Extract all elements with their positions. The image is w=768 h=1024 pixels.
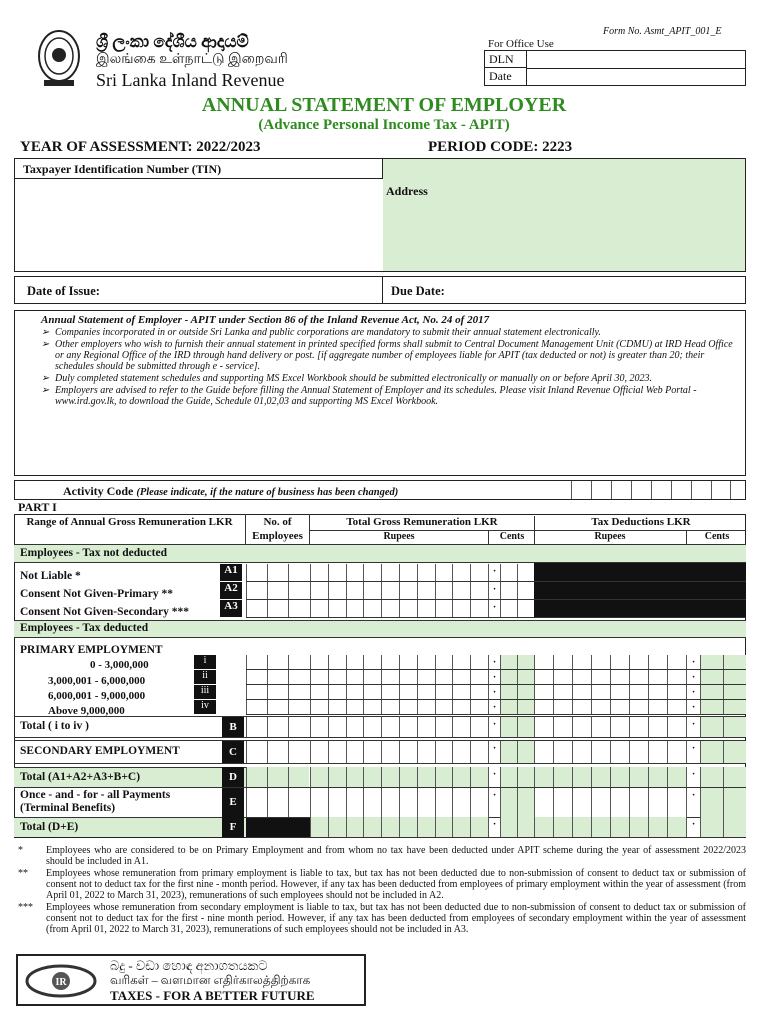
gross-cents-input[interactable]: · bbox=[488, 582, 534, 599]
year-of-assessment bbox=[20, 139, 260, 156]
gross-rupees-input[interactable] bbox=[310, 564, 488, 581]
total-b-label: Total ( i to iv ) bbox=[20, 720, 89, 732]
primary-employment-heading: PRIMARY EMPLOYMENT bbox=[20, 644, 163, 656]
footnote-text: Employees whose remuneration from primary employment is liable to tax, but tax has not been deducted due to non-submission of consent to deduct tax or submission of consent not to deduct tax for the first nine - month period. However, if any tax has been deducted from employees of primary employment within the year of assessment (from April 01, 2022 to March 31, 2023), remunerations of such employees should not be included in A2. bbox=[46, 868, 746, 901]
footnote bbox=[18, 845, 746, 867]
employees-blocked-f bbox=[246, 817, 310, 837]
once-off-label: Once - and - for - all Payments (Terminal Benefits) bbox=[20, 789, 171, 814]
secondary-label: SECONDARY EMPLOYMENT bbox=[20, 745, 180, 757]
gross-cents-header: Cents bbox=[488, 531, 535, 544]
footnote-mark: * bbox=[18, 845, 23, 856]
row-total-f bbox=[14, 817, 246, 837]
tax-cents-header: Cents bbox=[686, 531, 747, 544]
slogan-tamil: வரிகள் – வளமான எதிர்காலத்திற்காக bbox=[110, 973, 311, 987]
gross-rupees-input[interactable] bbox=[310, 670, 488, 684]
tax-cents-input[interactable]: · bbox=[686, 700, 746, 714]
footnote bbox=[18, 868, 746, 901]
section-not-deducted-label: Employees - Tax not deducted bbox=[20, 547, 167, 559]
gross-cents-input[interactable]: · bbox=[488, 700, 534, 714]
tax-cents-input[interactable]: · bbox=[686, 767, 746, 787]
footnotes bbox=[18, 845, 746, 935]
row-label-a3: Consent Not Given-Secondary *** bbox=[20, 606, 189, 618]
gross-cents-input[interactable]: · bbox=[488, 564, 534, 581]
roman-iv: iv bbox=[194, 700, 216, 714]
instructions-box bbox=[14, 310, 746, 476]
office-use-box bbox=[484, 50, 746, 86]
tin-label: Taxpayer Identification Number (TIN) bbox=[15, 159, 383, 179]
code-a2: A2 bbox=[220, 582, 242, 599]
total-f-label: Total (D+E) bbox=[20, 821, 79, 833]
tax-rupees-input[interactable] bbox=[534, 717, 686, 737]
code-a1: A1 bbox=[220, 564, 242, 581]
roman-i: i bbox=[194, 655, 216, 669]
activity-code-label bbox=[63, 484, 398, 499]
slogan-english: TAXES - FOR A BETTER FUTURE bbox=[110, 988, 315, 1003]
instruction-text: Companies incorporated in or outside Sri Lanka and public corporations are mandatory to submit their annual statement electronically. bbox=[55, 327, 601, 338]
tax-cents-input[interactable]: · bbox=[686, 817, 746, 837]
instruction-item: ➢ Other employers who wish to furnish their annual statement in printed specified forms shall submit to Central Document Management Unit (CDMU) at IRD Head Office or any Regional Office of the IRD through hand delivery or post. [if aggregate number of employees liable for APIT (tax deducted or not) is greater than 20; their schedules should be submitted through e - service]. bbox=[41, 339, 735, 372]
svg-text:IR: IR bbox=[55, 977, 67, 988]
employees-input[interactable] bbox=[246, 670, 309, 684]
tax-rupees-input[interactable] bbox=[534, 788, 686, 817]
instruction-text: Duly completed statement schedules and supporting MS Excel Workbook should be submitted electronically or manually on or before April 30, 2023. bbox=[55, 373, 652, 384]
employees-input[interactable] bbox=[246, 600, 309, 617]
tax-cents-input[interactable]: · bbox=[686, 788, 746, 817]
gross-rupees-header: Rupees bbox=[383, 531, 415, 542]
date-of-issue-label: Date of Issue: bbox=[15, 277, 383, 303]
gross-rupees-input[interactable] bbox=[310, 655, 488, 669]
activity-label: Activity Code bbox=[63, 484, 134, 498]
employees-input[interactable] bbox=[246, 685, 309, 699]
instruction-text: Other employers who wish to furnish their annual statement in printed specified forms shall submit to Central Document Management Unit (CDMU) at IRD Head Office or any Regional Office of the IRD through hand delivery or post. [if aggregate number of employees liable for APIT (tax deducted or not) is greater than 20; their schedules should be submitted through e - service]. bbox=[55, 339, 733, 372]
dln-field[interactable] bbox=[527, 51, 745, 69]
employees-input[interactable] bbox=[246, 741, 309, 763]
gross-rupees-input[interactable] bbox=[310, 700, 488, 714]
form-number: Form No. Asmt_APIT_001_E bbox=[603, 26, 722, 37]
footnote-mark: ** bbox=[18, 868, 28, 879]
col-header-range: Range of Annual Gross Remuneration LKR bbox=[14, 514, 246, 544]
tax-cents-input[interactable]: · bbox=[686, 717, 746, 737]
primary-range-2: 3,000,001 - 6,000,000 bbox=[48, 675, 146, 687]
employees-input[interactable] bbox=[246, 582, 309, 599]
code-e: E bbox=[222, 788, 244, 817]
footnote-text: Employees whose remuneration from secondary employment is liable to tax, but tax has not been deducted due to non-submission of consent to deduct tax or submission of consent not to deduct tax for the first - nine month period. However, if any tax has been deducted from employees of secondary employment within the year of assessment (from April 01, 2022 to March 31, 2023), remunerations of such employees should not be included in A3. bbox=[46, 902, 746, 935]
col-header-employees: No. of Employees bbox=[246, 514, 310, 544]
tax-rupees-input[interactable] bbox=[534, 670, 686, 684]
date-label: Date bbox=[485, 68, 527, 85]
dates-row bbox=[14, 276, 746, 304]
primary-range-3: 6,000,001 - 9,000,000 bbox=[48, 690, 146, 702]
total-d-label: Total (A1+A2+A3+B+C) bbox=[20, 771, 141, 783]
gross-cents-input[interactable]: · bbox=[488, 817, 534, 837]
tamil-title: இலங்கை உள்நாட்டு இறைவரி bbox=[96, 52, 288, 67]
period-value: 2223 bbox=[542, 139, 573, 155]
gross-cents-input[interactable]: · bbox=[488, 788, 534, 817]
activity-code-row bbox=[14, 480, 746, 500]
col-header-gross: Total Gross Remuneration LKR bbox=[346, 516, 498, 528]
gross-cents-input[interactable]: · bbox=[488, 741, 534, 763]
instruction-item: ➢ Duly completed statement schedules and supporting MS Excel Workbook should be submitted electronically or manually on or before April 30, 2023. bbox=[41, 373, 652, 384]
gross-rupees-input[interactable] bbox=[310, 817, 488, 837]
tax-cents-input[interactable]: · bbox=[686, 655, 746, 669]
tax-rupees-input[interactable] bbox=[534, 655, 686, 669]
employees-input[interactable] bbox=[246, 700, 309, 714]
gross-rupees-input[interactable] bbox=[310, 741, 488, 763]
sinhala-title: ශ්‍රී ලංකා දේශීය ආදායම් bbox=[96, 32, 249, 51]
code-b: B bbox=[222, 717, 244, 737]
period-code bbox=[428, 139, 572, 156]
col-header-tax: Tax Deductions LKR bbox=[534, 516, 747, 544]
gross-rupees-input[interactable] bbox=[310, 767, 488, 787]
activity-note: (Please indicate, if the nature of business has been changed) bbox=[136, 487, 399, 498]
tax-blocked-a bbox=[534, 563, 746, 618]
year-value: 2022/2023 bbox=[196, 139, 261, 155]
row-once-off-e bbox=[14, 787, 246, 817]
row-total-d bbox=[14, 767, 246, 787]
gross-rupees-input[interactable] bbox=[310, 582, 488, 599]
instruction-item: ➢ Companies incorporated in or outside Sri Lanka and public corporations are mandatory to submit their annual statement electronically. bbox=[41, 327, 601, 338]
tax-rupees-input[interactable] bbox=[534, 817, 686, 837]
gross-rupees-input[interactable] bbox=[310, 685, 488, 699]
gross-cents-input[interactable]: · bbox=[488, 717, 534, 737]
instruction-item: ➢ Employers are advised to refer to the Guide before filling the Annual Statement of Employer and its schedules. Please visit Inland Revenue Official Web Portal - www.ird.gov.lk, to download the Guide, Schedule 01,02,03 and supporting MS Excel Workbook. bbox=[41, 385, 735, 407]
gross-cents-input[interactable]: · bbox=[488, 670, 534, 684]
employees-input[interactable] bbox=[246, 564, 309, 581]
due-date-label: Due Date: bbox=[391, 284, 445, 298]
row-label-a2: Consent Not Given-Primary ** bbox=[20, 588, 173, 600]
sri-lanka-emblem-icon bbox=[36, 28, 82, 88]
address-input[interactable] bbox=[383, 179, 745, 271]
address-label: Address bbox=[386, 184, 428, 198]
tax-rupees-input[interactable] bbox=[534, 741, 686, 763]
gross-rupees-input[interactable] bbox=[310, 717, 488, 737]
code-d: D bbox=[222, 767, 244, 787]
code-f: F bbox=[222, 817, 244, 837]
primary-range-4: Above 9,000,000 bbox=[48, 705, 125, 717]
employees-input[interactable] bbox=[246, 767, 309, 787]
tax-rupees-input[interactable] bbox=[534, 685, 686, 699]
gross-cents-input[interactable]: · bbox=[488, 685, 534, 699]
row-label-a1: Not Liable * bbox=[20, 570, 81, 582]
section-not-deducted bbox=[14, 544, 746, 563]
code-a3: A3 bbox=[220, 600, 242, 617]
taxpayer-block bbox=[14, 158, 746, 272]
code-c: C bbox=[222, 741, 244, 763]
employees-input[interactable] bbox=[246, 717, 309, 737]
tax-rupees-input[interactable] bbox=[534, 700, 686, 714]
form-title: ANNUAL STATEMENT OF EMPLOYER bbox=[201, 94, 567, 116]
activity-code-input[interactable] bbox=[571, 481, 731, 499]
instructions-heading: Annual Statement of Employer - APIT under Section 86 of the Inland Revenue Act, No. 24 of 2017 bbox=[41, 314, 490, 326]
period-label: PERIOD CODE: bbox=[428, 139, 539, 155]
footnote-mark: *** bbox=[18, 902, 33, 913]
footnote-text: Employees who are considered to be on Primary Employment and from whom no tax have been deducted under APIT scheme during the year of assessment 2022/2023 should be included in A1. bbox=[46, 845, 746, 867]
date-field[interactable] bbox=[527, 68, 745, 85]
tax-cents-input[interactable]: · bbox=[686, 685, 746, 699]
roman-iii: iii bbox=[194, 685, 216, 699]
form-subtitle: (Advance Personal Income Tax - APIT) bbox=[258, 117, 510, 133]
gross-rupees-input[interactable] bbox=[310, 788, 488, 817]
ird-logo-icon bbox=[24, 961, 98, 1001]
dln-label: DLN bbox=[485, 51, 527, 68]
slogan-box bbox=[16, 954, 366, 1006]
gross-cents-input[interactable]: · bbox=[488, 600, 534, 617]
tin-input[interactable] bbox=[383, 159, 745, 180]
instruction-text: Employers are advised to refer to the Guide before filling the Annual Statement of Employer and its schedules. Please visit Inland Revenue Official Web Portal - www.ird.gov.lk, to download the Guide, Schedule 01,02,03 and supporting MS Excel Workbook. bbox=[55, 385, 697, 407]
english-title: Sri Lanka Inland Revenue bbox=[96, 70, 285, 90]
tax-rupees-header: Rupees bbox=[594, 531, 626, 542]
part1-title: PART I bbox=[18, 500, 57, 514]
gross-cents-input[interactable]: · bbox=[488, 655, 534, 669]
slogan-sinhala: බදු - වඩා හොඳ අනාගතයකට bbox=[110, 958, 268, 973]
gross-cents-input[interactable]: · bbox=[488, 767, 534, 787]
gross-rupees-input[interactable] bbox=[310, 600, 488, 617]
primary-range-1: 0 - 3,000,000 bbox=[90, 659, 149, 671]
year-label: YEAR OF ASSESSMENT: bbox=[20, 139, 193, 155]
office-use-label: For Office Use bbox=[488, 38, 554, 50]
section-deducted bbox=[14, 620, 746, 638]
employees-input[interactable] bbox=[246, 655, 309, 669]
section-deducted-label: Employees - Tax deducted bbox=[20, 622, 149, 634]
name-area[interactable] bbox=[15, 179, 384, 271]
tax-cents-input[interactable]: · bbox=[686, 741, 746, 763]
employees-input[interactable] bbox=[246, 788, 309, 817]
footnote bbox=[18, 902, 746, 935]
tax-cents-input[interactable]: · bbox=[686, 670, 746, 684]
roman-ii: ii bbox=[194, 670, 216, 684]
tax-rupees-input[interactable] bbox=[534, 767, 686, 787]
